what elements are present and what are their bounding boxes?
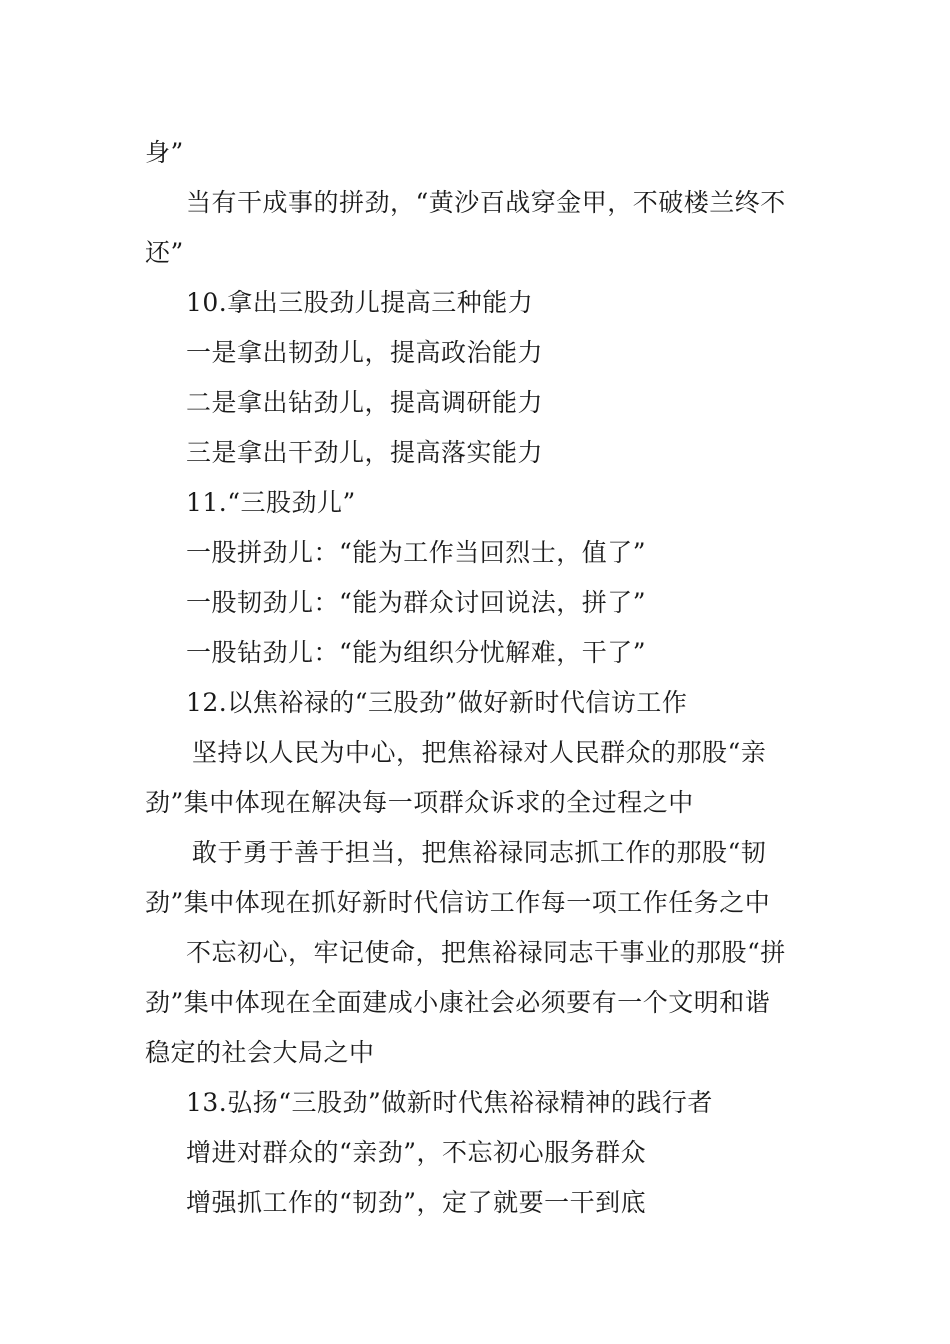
text-line: 还”	[145, 238, 184, 267]
text-line: 当有干成事的拼劲，“黄沙百战穿金甲，不破楼兰终不	[186, 188, 786, 217]
text-line: 二是拿出钻劲儿，提高调研能力	[186, 388, 544, 417]
document-body	[145, 128, 810, 1228]
text-line: 身”	[145, 138, 184, 167]
text-line: 三是拿出干劲儿，提高落实能力	[186, 438, 544, 467]
text-line: 劲”集中体现在全面建成小康社会必须要有一个文明和谐	[145, 988, 771, 1017]
text-line: 增进对群众的“亲劲”，不忘初心服务群众	[186, 1138, 647, 1167]
text-line: 增强抓工作的“韧劲”，定了就要一干到底	[186, 1188, 647, 1217]
section-heading-10: 10.拿出三股劲儿提高三种能力	[186, 288, 534, 317]
section-heading-13: 13.弘扬“三股劲”做新时代焦裕禄精神的践行者	[186, 1088, 713, 1117]
text-line: 一是拿出韧劲儿，提高政治能力	[186, 338, 544, 367]
text-line: 一股韧劲儿：“能为群众讨回说法，拼了”	[186, 588, 647, 617]
text-line: 一股钻劲儿：“能为组织分忧解难，干了”	[186, 638, 647, 667]
section-heading-12: 12.以焦裕禄的“三股劲”做好新时代信访工作	[186, 688, 688, 717]
section-heading-11: 11.“三股劲儿”	[186, 488, 356, 517]
text-line: 劲”集中体现在抓好新时代信访工作每一项工作任务之中	[145, 888, 771, 917]
text-line: 稳定的社会大局之中	[145, 1038, 375, 1067]
text-line: 坚持以人民为中心，把焦裕禄对人民群众的那股“亲	[192, 738, 767, 767]
text-line: 敢于勇于善于担当，把焦裕禄同志抓工作的那股“韧	[192, 838, 767, 867]
text-line: 一股拼劲儿：“能为工作当回烈士，值了”	[186, 538, 647, 567]
text-line: 不忘初心，牢记使命，把焦裕禄同志干事业的那股“拼	[186, 938, 786, 967]
text-line: 劲”集中体现在解决每一项群众诉求的全过程之中	[145, 788, 694, 817]
